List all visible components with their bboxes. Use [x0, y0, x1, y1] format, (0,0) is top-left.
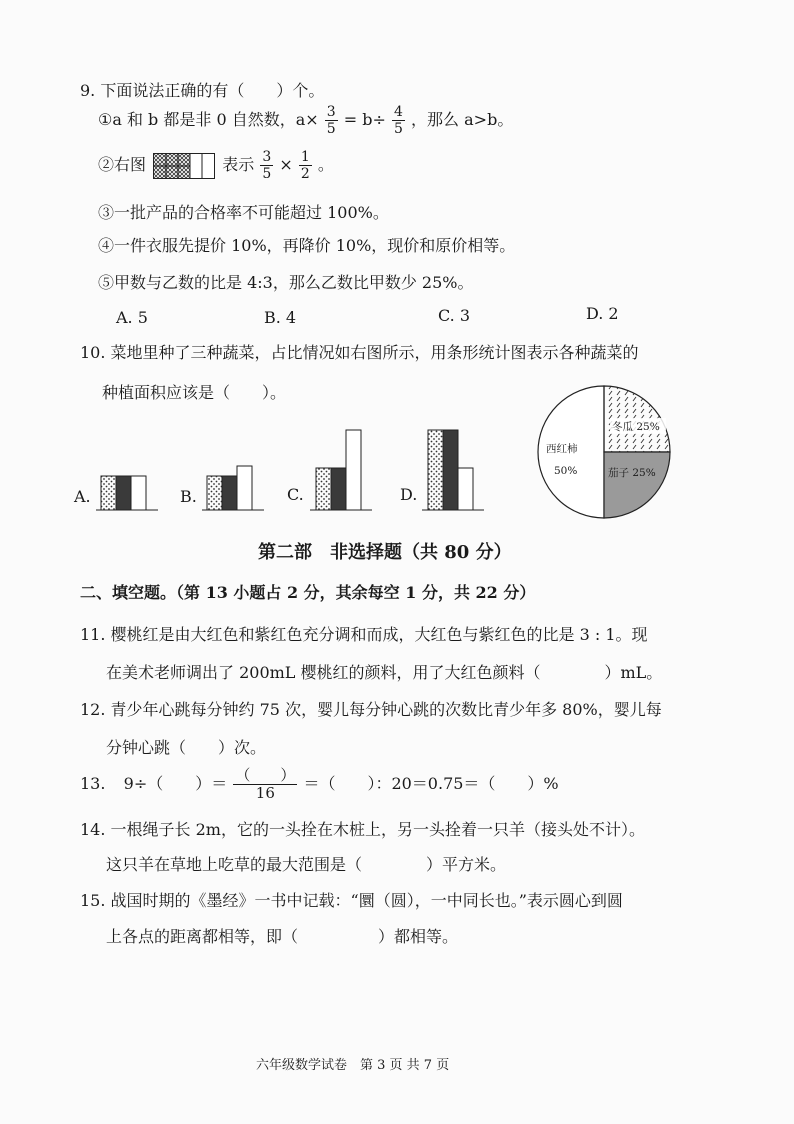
q15-line-2: 上各点的距离都相等，即（ ）都相等。	[106, 927, 459, 946]
q9-option-a: A. 5	[116, 308, 148, 327]
page-footer: 六年级数学试卷 第 3 页 共 7 页	[256, 1058, 450, 1073]
q9-statement-3: ③一批产品的合格率不可能超过 100%。	[98, 203, 389, 222]
part-two-title: 第二部 非选择题（共 80 分）	[258, 542, 512, 563]
pie-label-tomato: 西红柿	[546, 443, 578, 455]
bar-option-a-label: A.	[74, 487, 91, 506]
q9-s2-pre: ②右图	[98, 155, 147, 174]
section-two-heading: 二、填空题。（第 13 小题占 2 分，其余每空 1 分，共 22 分）	[80, 583, 536, 602]
q9-s1-post: ，那么 a>b。	[411, 110, 514, 129]
q9-statement-4: ④一件衣服先提价 10%，再降价 10%，现价和原价相等。	[98, 236, 516, 255]
bar-option-d-label: D.	[400, 485, 418, 504]
q10-line-2: 种植面积应该是（ ）。	[102, 383, 287, 402]
q9-s2-fraction-1: $\frac{3}{5}$	[262, 149, 272, 182]
q9-s2-fraction-2: $\frac{1}{2}$	[300, 149, 310, 182]
vegetable-pie-chart	[536, 384, 676, 524]
pie-label-eggplant: 茄子 25%	[608, 467, 656, 479]
bar-option-a	[96, 476, 158, 510]
q13-line	[80, 768, 559, 801]
q9-statement-2	[98, 150, 334, 181]
q9-s1-fraction-1: $\frac{3}{5}$	[326, 104, 336, 137]
q9-statement-1	[98, 105, 513, 136]
q9-s1-mid: = b÷	[343, 110, 386, 129]
q12-line-2: 分钟心跳（ ）次。	[106, 738, 267, 757]
fraction-grid-figure	[153, 153, 215, 179]
bar-option-b-label: B.	[180, 487, 197, 506]
q9-s2-times: ×	[279, 155, 293, 174]
q9-s2-mid: 表示	[222, 155, 255, 174]
bar-chart-options	[70, 420, 540, 520]
q9-option-d: D. 2	[586, 304, 619, 323]
pie-label-tomato-percent: 50%	[554, 465, 578, 477]
q9-stem: 9. 下面说法正确的有（ ）个。	[80, 81, 325, 100]
q13-fraction: $\frac{( )}{16}$	[235, 766, 296, 802]
q9-s2-post: 。	[317, 155, 334, 174]
bar-option-d	[422, 430, 484, 510]
q13-number: 13.	[80, 774, 106, 793]
q13-pre: 9÷（ ）＝	[123, 774, 228, 793]
q12-line-1: 12. 青少年心跳每分钟约 75 次，婴儿每分钟心跳的次数比青少年多 80%，婴儿每	[80, 700, 662, 719]
q9-s1-fraction-2: $\frac{4}{5}$	[394, 104, 403, 137]
q15-line-1: 15. 战国时期的《墨经》一书中记载：“圜（圆），一中同长也。”表示圆心到圆	[80, 891, 623, 910]
q9-option-b: B. 4	[264, 308, 297, 327]
q14-line-2: 这只羊在草地上吃草的最大范围是（ ）平方米。	[106, 855, 507, 874]
q14-line-1: 14. 一根绳子长 2m，它的一头拴在木桩上，另一头拴着一只羊（接头处不计）。	[80, 820, 645, 839]
q10-line-1: 10. 菜地里种了三种蔬菜，占比情况如右图所示，用条形统计图表示各种蔬菜的	[80, 343, 639, 362]
q9-statement-5: ⑤甲数与乙数的比是 4:3，那么乙数比甲数少 25%。	[98, 273, 474, 292]
q9-option-c: C. 3	[438, 306, 471, 325]
q9-s1-pre: ①a 和 b 都是非 0 自然数，a×	[98, 110, 319, 129]
q11-line-2: 在美术老师调出了 200mL 樱桃红的颜料，用了大红色颜料（ ）mL。	[106, 663, 663, 682]
q13-post: ＝（ ）：20＝0.75＝（ ）%	[303, 774, 559, 793]
grid-hatching	[154, 154, 214, 178]
pie-slice-eggplant	[604, 452, 670, 518]
bar-option-c-label: C.	[287, 485, 304, 504]
q11-line-1: 11. 樱桃红是由大红色和紫红色充分调和而成，大红色与紫红色的比是 3 : 1。现	[80, 625, 648, 644]
pie-label-winter-melon: 冬瓜 25%	[612, 421, 660, 433]
bar-option-c	[310, 430, 372, 510]
bar-option-b	[202, 466, 264, 510]
